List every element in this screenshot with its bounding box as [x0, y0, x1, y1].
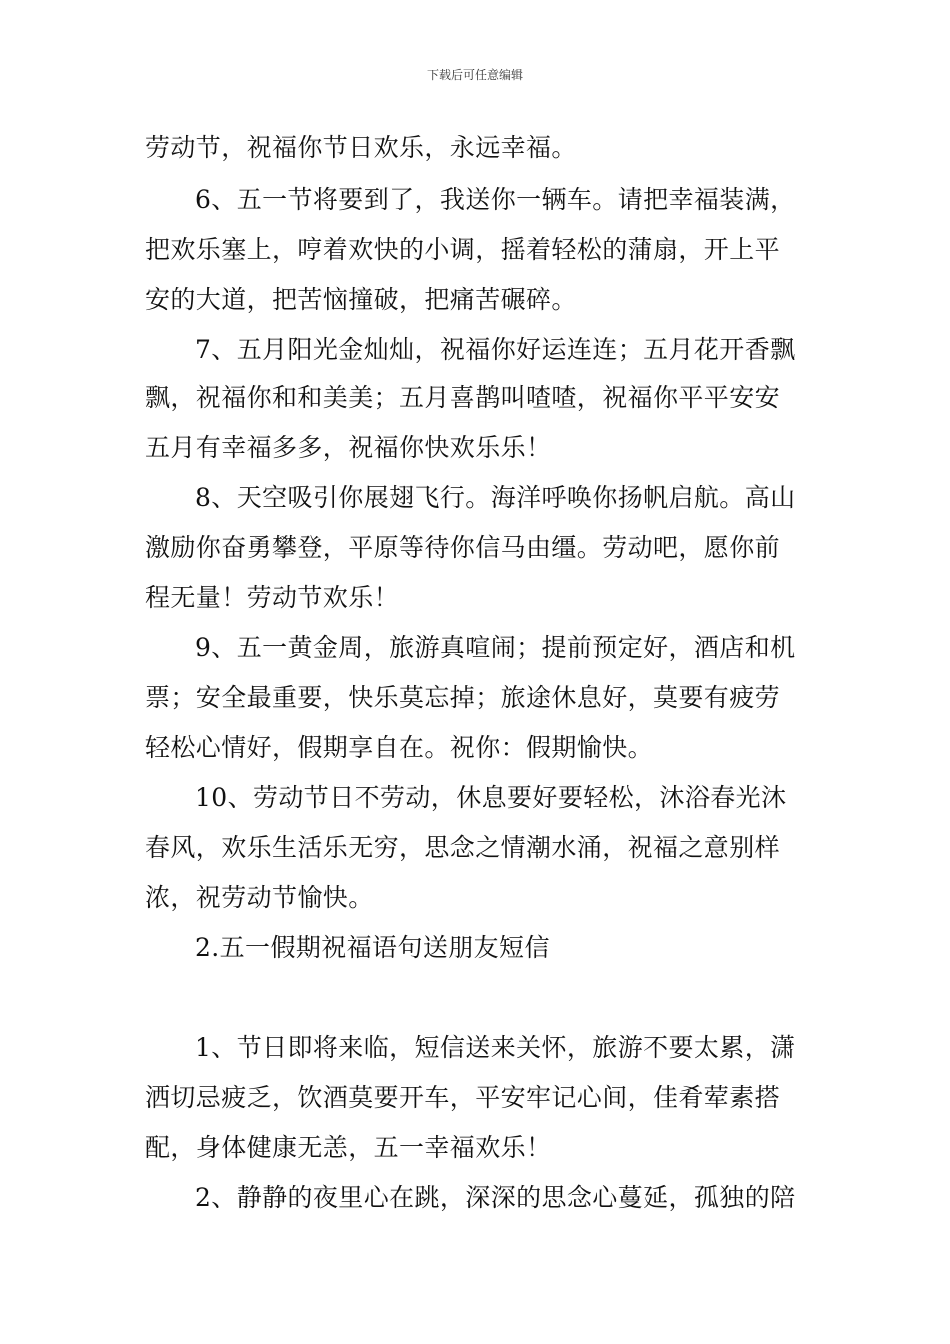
text-line: 10、劳动节日不劳动，休息要好要轻松，沐浴春光沐	[195, 783, 787, 812]
page-header: 下载后可任意编辑	[426, 68, 523, 82]
text-line: 配，身体健康无恙，五一幸福欢乐！	[145, 1133, 552, 1162]
text-line: 把欢乐塞上，哼着欢快的小调，摇着轻松的蒲扇，开上平	[145, 235, 781, 264]
text-line: 劳动节，祝福你节日欢乐，永远幸福。	[145, 133, 577, 162]
text-line: 春风，欢乐生活乐无穷，思念之情潮水涌，祝福之意别样	[145, 833, 781, 862]
text-line: 轻松心情好，假期享自在。祝你：假期愉快。	[145, 733, 654, 762]
text-line: 程无量！劳动节欢乐！	[145, 583, 400, 612]
text-line: 6、五一节将要到了，我送你一辆车。请把幸福装满，	[195, 185, 796, 214]
text-line: 激励你奋勇攀登，平原等待你信马由缰。劳动吧，愿你前	[145, 533, 781, 562]
text-line: 1、节日即将来临，短信送来关怀，旅游不要太累，潇	[195, 1033, 796, 1062]
text-line: 飘，祝福你和和美美；五月喜鹊叫喳喳，祝福你平平安安	[145, 383, 781, 412]
text-line: 洒切忌疲乏，饮酒莫要开车，平安牢记心间，佳肴荤素搭	[145, 1083, 781, 1112]
text-line: 9、五一黄金周，旅游真喧闹；提前预定好，酒店和机	[195, 633, 796, 662]
text-line: 2、静静的夜里心在跳，深深的思念心蔓延，孤独的陪	[195, 1183, 796, 1212]
text-line: 安的大道，把苦恼撞破，把痛苦碾碎。	[145, 285, 577, 314]
text-line: 8、天空吸引你展翅飞行。海洋呼唤你扬帆启航。高山	[195, 483, 796, 512]
text-line: 票；安全最重要，快乐莫忘掉；旅途休息好，莫要有疲劳	[145, 683, 781, 712]
text-line: 7、五月阳光金灿灿，祝福你好运连连；五月花开香飘	[195, 335, 796, 364]
text-line: 五月有幸福多多，祝福你快欢乐乐！	[145, 433, 552, 462]
text-line: 浓，祝劳动节愉快。	[145, 883, 374, 912]
section-heading: 2.五一假期祝福语句送朋友短信	[195, 933, 550, 962]
